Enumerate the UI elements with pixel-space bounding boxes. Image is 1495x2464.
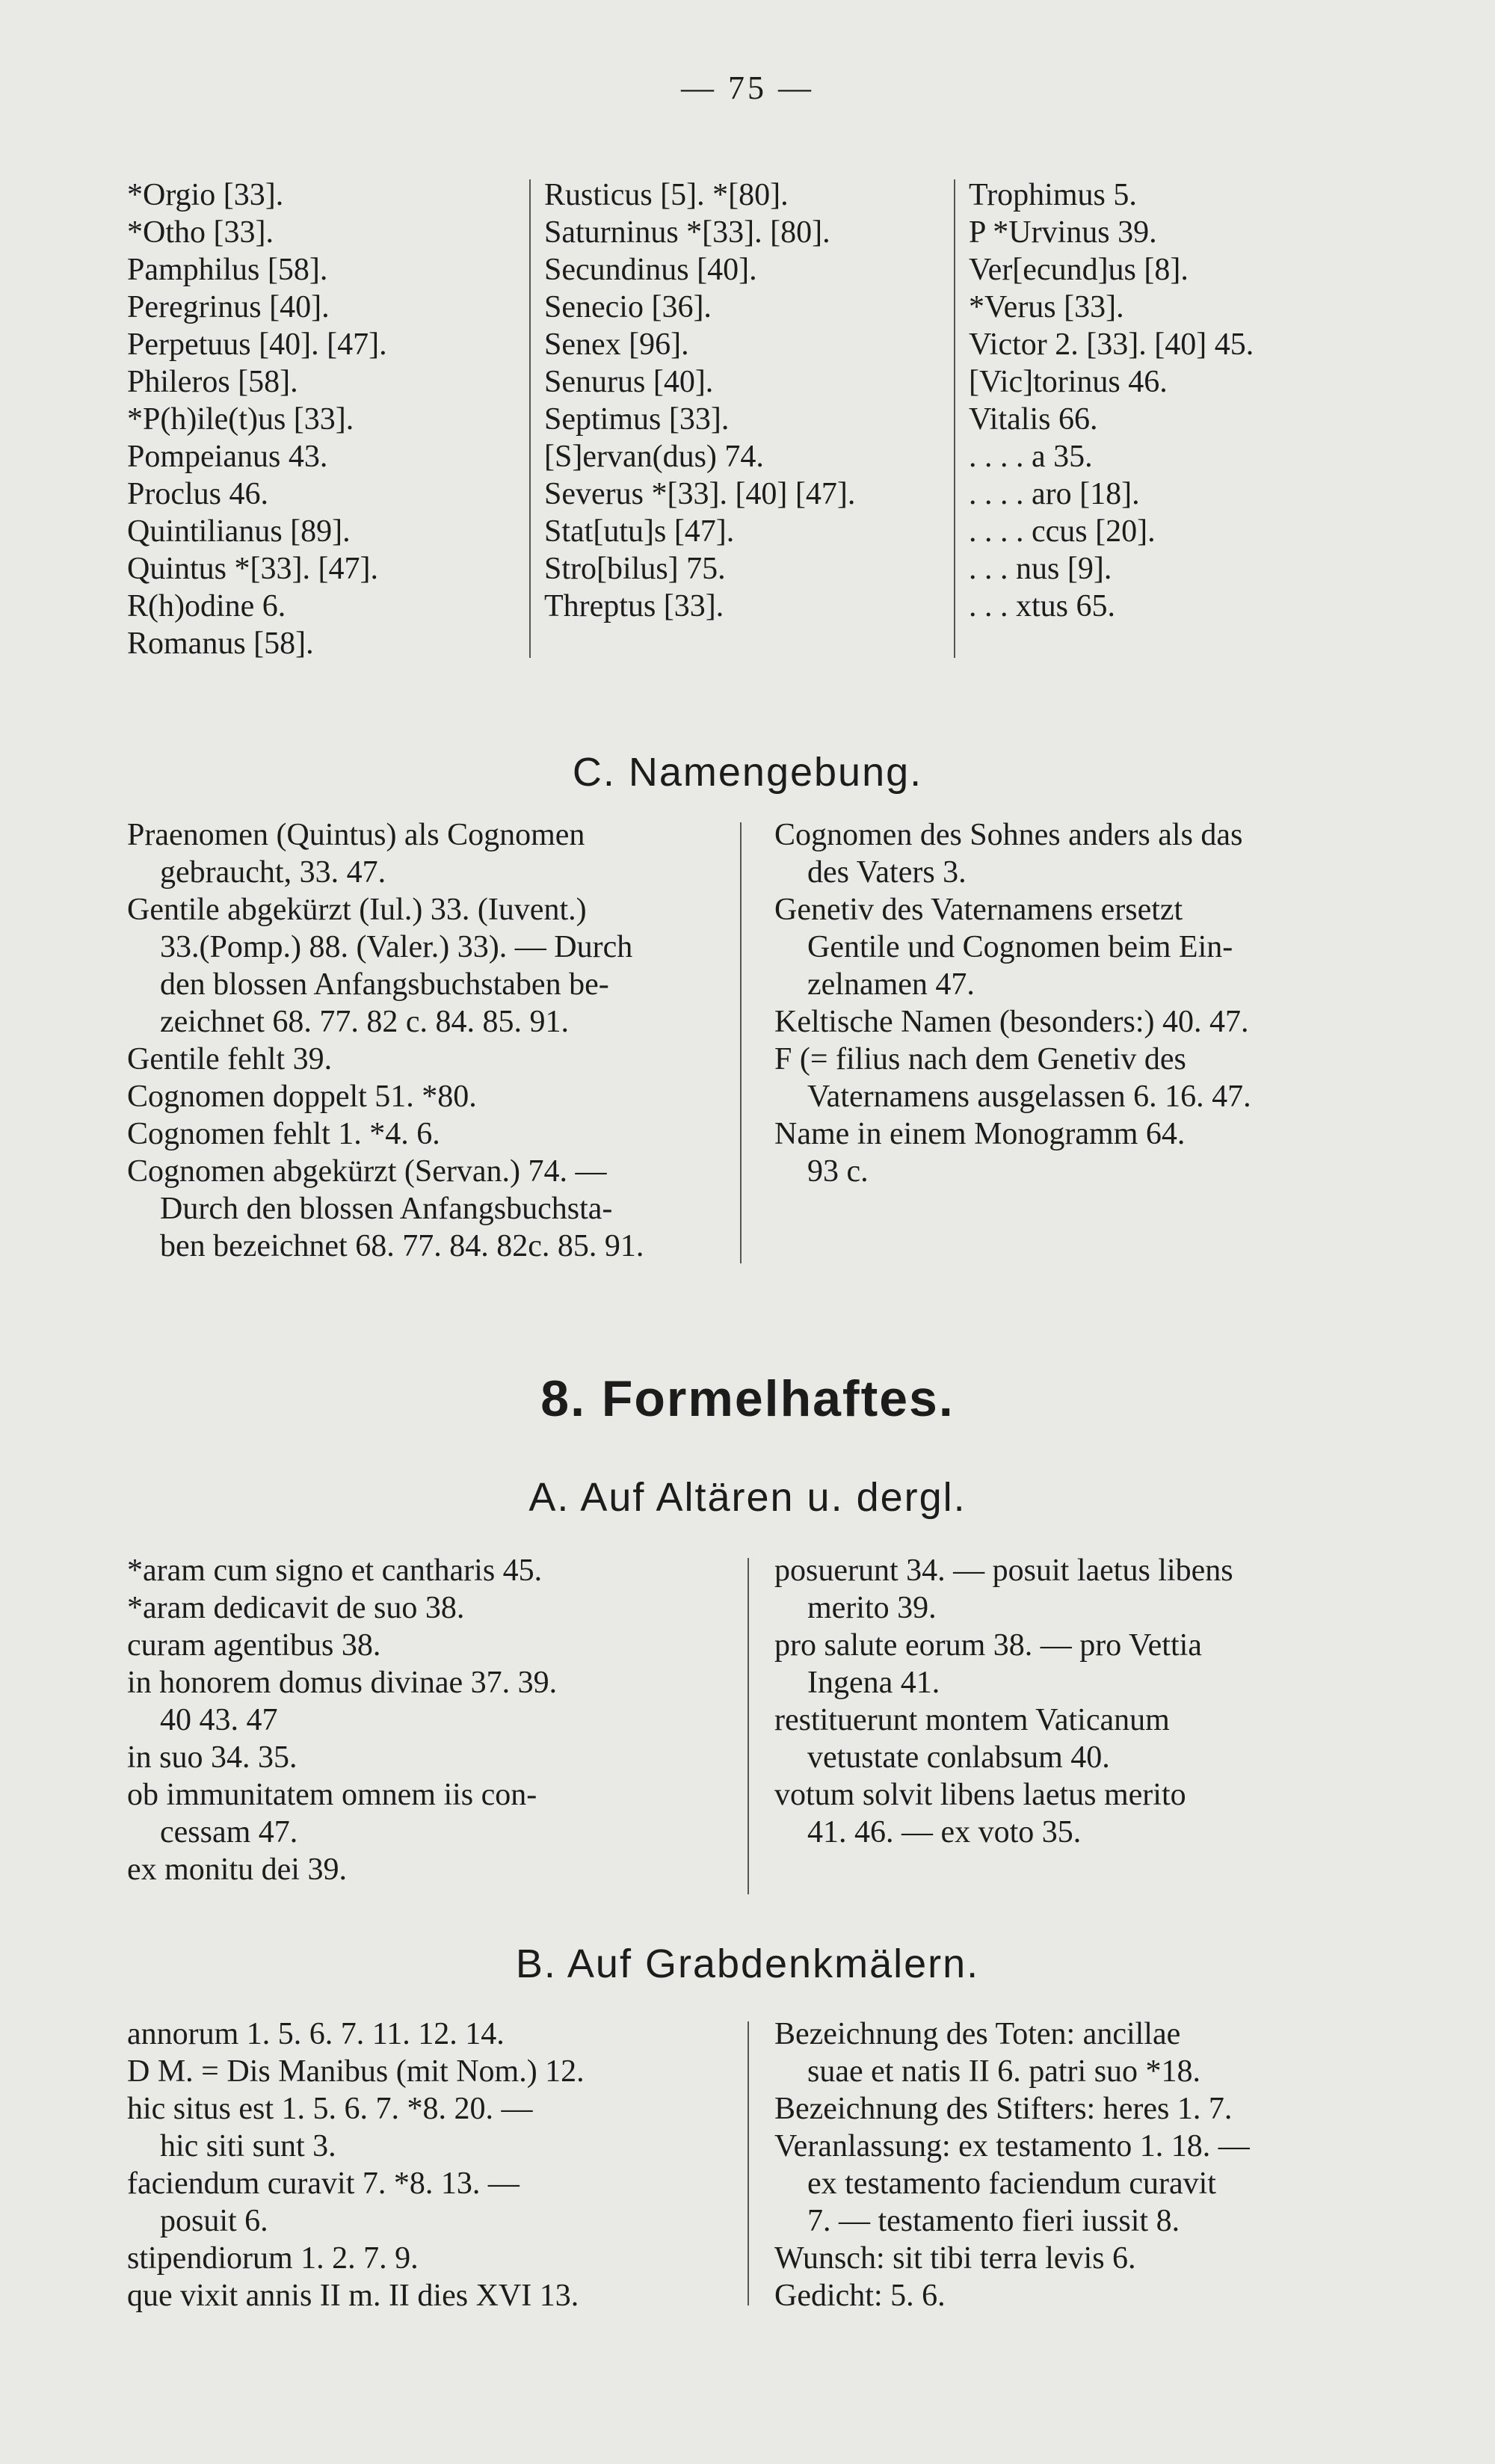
entry-first-line: Veranlassung: ex testamento 1. 18. — — [774, 2129, 1250, 2163]
entry-continuation-line: zeichnet 68. 77. 82 c. 84. 85. 91. — [160, 1005, 570, 1039]
entry-continuation-line: Gentile und Cognomen beim Ein- — [807, 930, 1233, 964]
name-entry: Vitalis 66. — [969, 402, 1098, 437]
column-rule — [954, 179, 955, 658]
entry-continuation-line: 93 c. — [807, 1154, 869, 1189]
name-entry: Phileros [58]. — [127, 365, 298, 399]
name-entry: *Orgio [33]. — [127, 178, 284, 212]
entry-continuation-line: cessam 47. — [160, 1815, 298, 1849]
entry-first-line: *aram dedicavit de suo 38. — [127, 1591, 465, 1625]
entry-continuation-line: ex testamento faciendum curavit — [807, 2166, 1216, 2201]
section-c-heading: C. Namengebung. — [572, 750, 923, 795]
column-rule — [748, 2021, 749, 2306]
entry-continuation-line: vetustate conlabsum 40. — [807, 1740, 1110, 1775]
name-entry: Senecio [36]. — [544, 290, 712, 324]
entry-first-line: pro salute eorum 38. — pro Vettia — [774, 1628, 1202, 1663]
entry-first-line: Gentile fehlt 39. — [127, 1042, 333, 1077]
names-column-2 — [544, 176, 855, 625]
column-rule — [740, 822, 742, 1263]
entry-first-line: restituerunt montem Vaticanum — [774, 1703, 1170, 1737]
column-rule — [529, 179, 531, 658]
index-entry — [774, 1115, 1365, 1190]
section-b-left-column — [127, 2015, 718, 2314]
name-entry: Stro[bilus] 75. — [544, 552, 726, 586]
section-b-right-column — [774, 2015, 1365, 2314]
name-entry: *Otho [33]. — [127, 215, 274, 250]
entry-first-line: Praenomen (Quintus) als Cognomen — [127, 818, 585, 852]
index-entry — [127, 1552, 718, 1589]
entry-first-line: que vixit annis II m. II dies XVI 13. — [127, 2279, 579, 2313]
name-entry: . . . . aro [18]. — [969, 477, 1140, 511]
index-entry — [127, 2053, 718, 2090]
entry-continuation-line: ben bezeichnet 68. 77. 84. 82c. 85. 91. — [160, 1229, 644, 1263]
index-entry — [127, 2165, 718, 2240]
section-a-heading: A. Auf Altären u. dergl. — [528, 1475, 967, 1520]
entry-first-line: ex monitu dei 39. — [127, 1852, 347, 1887]
name-entry: Saturninus *[33]. [80]. — [544, 215, 830, 250]
name-entry: . . . nus [9]. — [969, 552, 1112, 586]
entry-first-line: hic situs est 1. 5. 6. 7. *8. 20. — — [127, 2092, 533, 2126]
entry-first-line: Name in einem Monogramm 64. — [774, 1117, 1186, 1151]
index-entry — [127, 1589, 718, 1627]
index-entry — [774, 2240, 1365, 2277]
entry-first-line: Bezeichnung des Toten: ancillae — [774, 2017, 1181, 2051]
entry-first-line: in suo 34. 35. — [127, 1740, 298, 1775]
name-entry: [S]ervan(dus) 74. — [544, 440, 764, 474]
name-entry: Quintilianus [89]. — [127, 514, 351, 549]
entry-first-line: Bezeichnung des Stifters: heres 1. 7. — [774, 2092, 1233, 2126]
index-entry — [127, 1153, 718, 1265]
entry-continuation-line: Vaternamens ausgelassen 6. 16. 47. — [807, 1079, 1251, 1114]
name-entry: Pompeianus 43. — [127, 440, 328, 474]
name-entry: P *Urvinus 39. — [969, 215, 1157, 250]
name-entry: [Vic]torinus 46. — [969, 365, 1168, 399]
name-entry: Victor 2. [33]. [40] 45. — [969, 327, 1254, 362]
index-entry — [774, 2090, 1365, 2128]
entry-first-line: *aram cum signo et cantharis 45. — [127, 1553, 543, 1588]
name-entry: Senurus [40]. — [544, 365, 714, 399]
name-entry: Secundinus [40]. — [544, 253, 757, 287]
name-entry: Rusticus [5]. *[80]. — [544, 178, 789, 212]
section-c-right-column — [774, 816, 1365, 1190]
index-entry — [127, 1776, 718, 1851]
entry-first-line: Gedicht: 5. 6. — [774, 2279, 946, 2313]
index-entry — [774, 1701, 1365, 1776]
entry-first-line: curam agentibus 38. — [127, 1628, 381, 1663]
name-entry: *P(h)ile(t)us [33]. — [127, 402, 354, 437]
section-a-right-column — [774, 1552, 1365, 1851]
name-entry: R(h)odine 6. — [127, 589, 286, 623]
entry-first-line: Gentile abgekürzt (Iul.) 33. (Iuvent.) — [127, 893, 587, 927]
name-entry: Ver[ecund]us [8]. — [969, 253, 1189, 287]
index-entry — [127, 2240, 718, 2277]
entry-continuation-line: den blossen Anfangsbuchstaben be- — [160, 967, 609, 1002]
entry-continuation-line: 7. — testamento fieri iussit 8. — [807, 2204, 1180, 2238]
entry-continuation-line: Durch den blossen Anfangsbuchsta- — [160, 1192, 613, 1226]
index-entry — [774, 2128, 1365, 2240]
name-entry: Septimus [33]. — [544, 402, 730, 437]
entry-continuation-line: zelnamen 47. — [807, 967, 975, 1002]
section-c-left-column — [127, 816, 718, 1265]
name-entry: Quintus *[33]. [47]. — [127, 552, 378, 586]
name-entry: Senex [96]. — [544, 327, 689, 362]
entry-first-line: faciendum curavit 7. *8. 13. — — [127, 2166, 520, 2201]
index-entry — [774, 816, 1365, 891]
name-entry: Proclus 46. — [127, 477, 268, 511]
index-entry — [774, 1627, 1365, 1701]
index-entry — [774, 2015, 1365, 2090]
index-entry — [127, 2277, 718, 2314]
entry-continuation-line: 33.(Pomp.) 88. (Valer.) 33). — Durch — [160, 930, 633, 964]
index-entry — [774, 1776, 1365, 1851]
index-entry — [127, 2090, 718, 2165]
entry-first-line: Cognomen abgekürzt (Servan.) 74. — — [127, 1154, 607, 1189]
entry-continuation-line: suae et natis II 6. patri suo *18. — [807, 2054, 1201, 2089]
index-entry — [127, 1115, 718, 1153]
entry-continuation-line: 40 43. 47 — [160, 1703, 278, 1737]
index-entry — [127, 816, 718, 891]
name-entry: Stat[utu]s [47]. — [544, 514, 735, 549]
entry-continuation-line: hic siti sunt 3. — [160, 2129, 336, 2163]
entry-continuation-line: Ingena 41. — [807, 1666, 940, 1700]
name-entry: Severus *[33]. [40] [47]. — [544, 477, 856, 511]
entry-first-line: Cognomen doppelt 51. *80. — [127, 1079, 477, 1114]
entry-first-line: Wunsch: sit tibi terra levis 6. — [774, 2241, 1136, 2276]
index-entry — [127, 1851, 718, 1888]
index-entry — [127, 891, 718, 1041]
index-entry — [774, 1003, 1365, 1041]
entry-continuation-line: posuit 6. — [160, 2204, 268, 2238]
name-entry: . . . . a 35. — [969, 440, 1093, 474]
entry-first-line: Keltische Namen (besonders:) 40. 47. — [774, 1005, 1249, 1039]
name-entry: . . . . ccus [20]. — [969, 514, 1156, 549]
index-entry — [774, 891, 1365, 1003]
name-entry: Pamphilus [58]. — [127, 253, 328, 287]
entry-first-line: annorum 1. 5. 6. 7. 11. 12. 14. — [127, 2017, 505, 2051]
index-entry — [127, 1078, 718, 1115]
entry-continuation-line: 41. 46. — ex voto 35. — [807, 1815, 1082, 1849]
section-a-left-column — [127, 1552, 718, 1888]
name-entry: Trophimus 5. — [969, 178, 1137, 212]
entry-first-line: ob immunitatem omnem iis con- — [127, 1778, 537, 1812]
index-entry — [127, 2015, 718, 2053]
index-entry — [774, 2277, 1365, 2314]
entry-first-line: Cognomen fehlt 1. *4. 6. — [127, 1117, 440, 1151]
index-entry — [127, 1041, 718, 1078]
entry-continuation-line: gebraucht, 33. 47. — [160, 855, 386, 890]
index-entry — [127, 1627, 718, 1664]
entry-first-line: posuerunt 34. — posuit laetus libens — [774, 1553, 1233, 1588]
entry-first-line: votum solvit libens laetus merito — [774, 1778, 1186, 1812]
column-rule — [748, 1558, 749, 1894]
name-entry: Threptus [33]. — [544, 589, 724, 623]
entry-first-line: Cognomen des Sohnes anders als das — [774, 818, 1243, 852]
index-entry — [774, 1552, 1365, 1627]
name-entry: Perpetuus [40]. [47]. — [127, 327, 387, 362]
name-entry: *Verus [33]. — [969, 290, 1124, 324]
entry-first-line: stipendiorum 1. 2. 7. 9. — [127, 2241, 419, 2276]
entry-continuation-line: merito 39. — [807, 1591, 937, 1625]
entry-first-line: F (= filius nach dem Genetiv des — [774, 1042, 1186, 1077]
names-column-1 — [127, 176, 387, 662]
index-entry — [127, 1664, 718, 1739]
entry-first-line: in honorem domus divinae 37. 39. — [127, 1666, 558, 1700]
entry-first-line: D M. = Dis Manibus (mit Nom.) 12. — [127, 2054, 585, 2089]
entry-first-line: Genetiv des Vaternamens ersetzt — [774, 893, 1183, 927]
name-entry: Romanus [58]. — [127, 626, 314, 661]
name-entry: Peregrinus [40]. — [127, 290, 330, 324]
names-column-3 — [969, 176, 1254, 625]
index-entry — [127, 1739, 718, 1776]
section-8-heading: 8. Formelhaftes. — [540, 1370, 955, 1427]
entry-continuation-line: des Vaters 3. — [807, 855, 967, 890]
index-entry — [774, 1041, 1365, 1115]
page-number: — 75 — — [681, 70, 814, 106]
name-entry: . . . xtus 65. — [969, 589, 1116, 623]
section-b-heading: B. Auf Grabdenkmälern. — [515, 1941, 980, 1986]
